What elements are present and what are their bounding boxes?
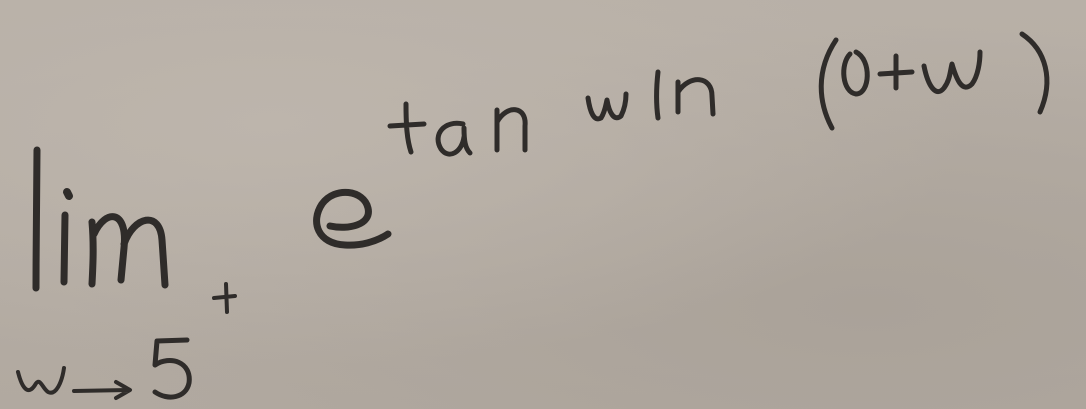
base-letter-e (317, 192, 388, 245)
exponent-letter-n (497, 110, 525, 150)
lim-letter-i-stem (64, 215, 65, 282)
subscript-plus-sign (214, 284, 235, 312)
exponent-letter-l (657, 72, 659, 118)
exponent-letter-t (390, 104, 424, 152)
exponent (390, 34, 1047, 154)
exponent-letter-a (438, 123, 470, 154)
subscript-value-5 (155, 340, 189, 397)
exponent-digit-zero (844, 52, 868, 94)
base-e (317, 192, 388, 245)
lim-letter-m (92, 217, 165, 285)
subscript-arrow (74, 382, 130, 398)
lim-letter-i-dot (67, 192, 69, 196)
lim-letter-l (36, 150, 37, 288)
subscript-variable-w (18, 368, 64, 393)
exponent-letter-w (588, 94, 626, 119)
exponent-letter-n2 (678, 80, 713, 114)
exponent-plus-sign (880, 56, 912, 88)
limit-subscript (18, 284, 235, 398)
exponent-open-paren (821, 40, 836, 128)
exponent-close-paren (1022, 34, 1047, 112)
exponent-letter-w2 (924, 52, 980, 92)
limit-word-lim (36, 150, 165, 288)
